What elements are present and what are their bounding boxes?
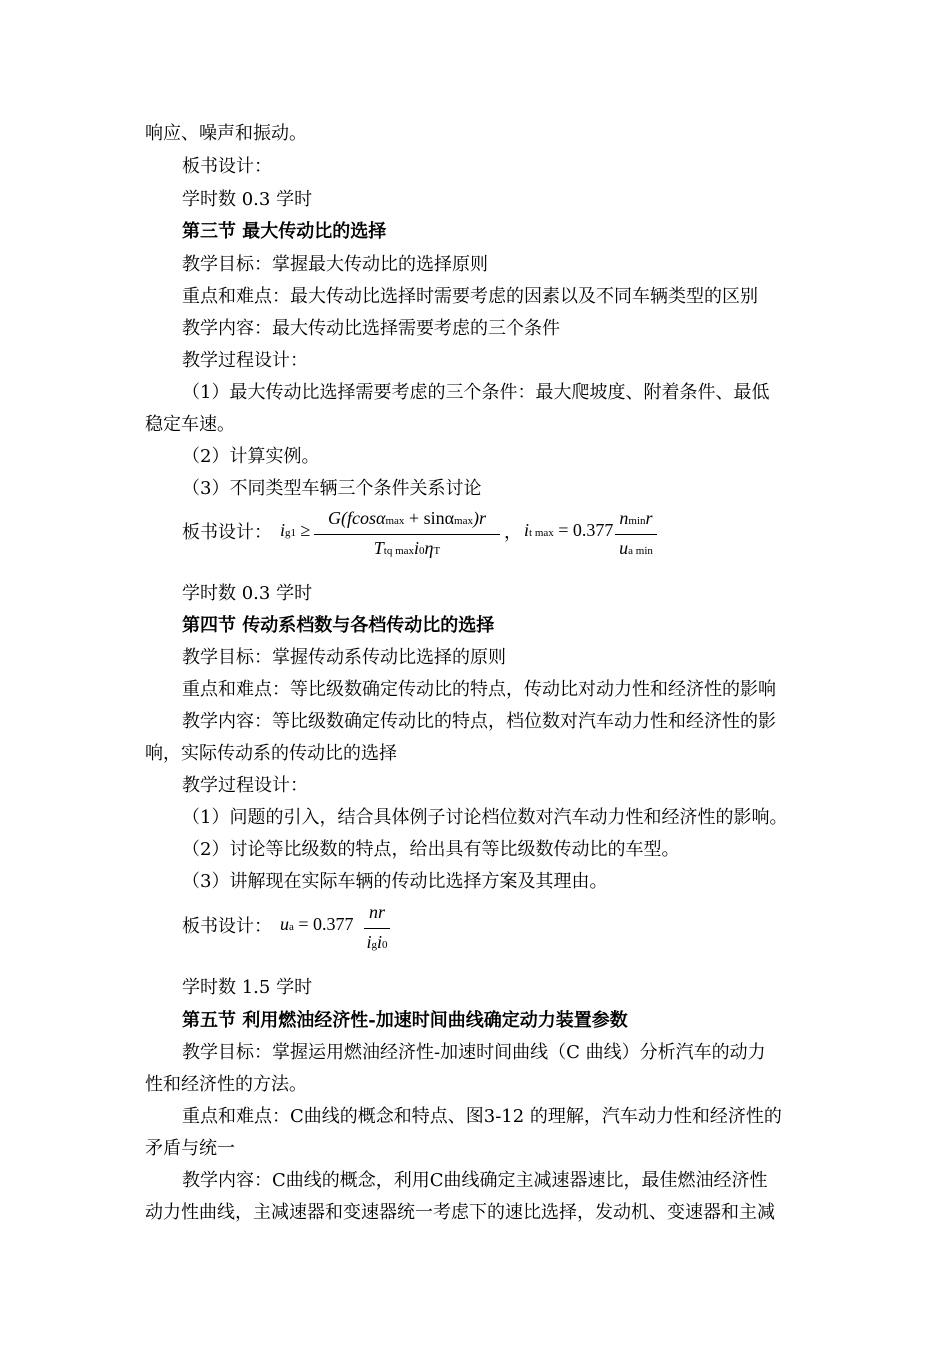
formula-lhs: ua = 0.377 (280, 914, 354, 934)
text-line: 教学过程设计： (182, 775, 308, 796)
text-line: 矛盾与统一 (145, 1138, 235, 1159)
text-line: 响，实际传动系的传动比的选择 (145, 743, 397, 764)
text-line: 教学目标：掌握运用燃油经济性-加速时间曲线（C 曲线）分析汽车的动力 (182, 1042, 766, 1063)
section-heading: 第四节 传动系档数与各档传动比的选择 (182, 615, 495, 636)
text-line: 学时数 1.5 学时 (182, 977, 313, 998)
text-line: 动力性曲线，主减速器和变速器统一考虑下的速比选择，发动机、变速器和主减 (145, 1202, 775, 1223)
formula-vehicle-speed (182, 900, 442, 960)
text-line: （2）讨论等比级数的特点，给出具有等比级数传动比的车型。 (182, 839, 680, 860)
text-line: 教学内容：最大传动比选择需要考虑的三个条件 (182, 318, 560, 339)
text-line: 板书设计： (182, 156, 272, 177)
text-line: 响应、噪声和振动。 (145, 123, 307, 144)
text-line: （3）讲解现在实际车辆的传动比选择方案及其理由。 (182, 871, 608, 892)
formula-numerator: nr (368, 902, 385, 922)
formula-numerator: G(fcosαmax + sinαmax)r (328, 508, 486, 528)
formula-denominator: igi0 (366, 932, 388, 952)
formula-separator: ， (504, 522, 522, 543)
formula-label: 板书设计： (182, 522, 272, 543)
text-line: （3）不同类型车辆三个条件关系讨论 (182, 478, 482, 499)
text-line: 学时数 0.3 学时 (182, 583, 313, 604)
text-line: 稳定车速。 (145, 414, 235, 435)
text-line: 重点和难点：等比级数确定传动比的特点，传动比对动力性和经济性的影响 (182, 679, 776, 700)
formula-lhs-2: it max = 0.377 (524, 520, 614, 540)
formula-lhs: ig1 ≥ (280, 520, 311, 540)
text-line: 重点和难点：最大传动比选择时需要考虑的因素以及不同车辆类型的区别 (182, 286, 758, 307)
text-line: （2）计算实例。 (182, 446, 320, 467)
fraction-bar (314, 534, 500, 535)
section-heading: 第三节 最大传动比的选择 (182, 221, 387, 242)
text-line: （1）最大传动比选择需要考虑的三个条件：最大爬坡度、附着条件、最低 (182, 382, 770, 403)
text-line: 教学目标：掌握传动系传动比选择的原则 (182, 647, 506, 668)
text-line: （1）问题的引入，结合具体例子讨论档位数对汽车动力性和经济性的影响。 (182, 807, 788, 828)
text-line: 学时数 0.3 学时 (182, 189, 313, 210)
fraction-bar (615, 534, 657, 535)
fraction-bar (364, 928, 390, 929)
text-line: 重点和难点：C曲线的概念和特点、图3-12 的理解，汽车动力性和经济性的 (182, 1106, 782, 1127)
formula-label: 板书设计： (182, 916, 272, 937)
text-line: 教学目标：掌握最大传动比的选择原则 (182, 254, 488, 275)
formula-denominator: Ttq maxi0ηT (373, 538, 441, 558)
section-heading: 第五节 利用燃油经济性-加速时间曲线确定动力装置参数 (182, 1010, 628, 1031)
formula-denominator-2: ua min (619, 538, 653, 558)
formula-numerator-2: nminr (619, 508, 653, 528)
text-line: 性和经济性的方法。 (145, 1074, 307, 1095)
formula-max-ratio (182, 508, 702, 568)
text-line: 教学内容：等比级数确定传动比的特点，档位数对汽车动力性和经济性的影 (182, 711, 776, 732)
text-line: 教学内容：C曲线的概念，利用C曲线确定主减速器速比，最佳燃油经济性 (182, 1170, 768, 1191)
text-line: 教学过程设计： (182, 350, 308, 371)
